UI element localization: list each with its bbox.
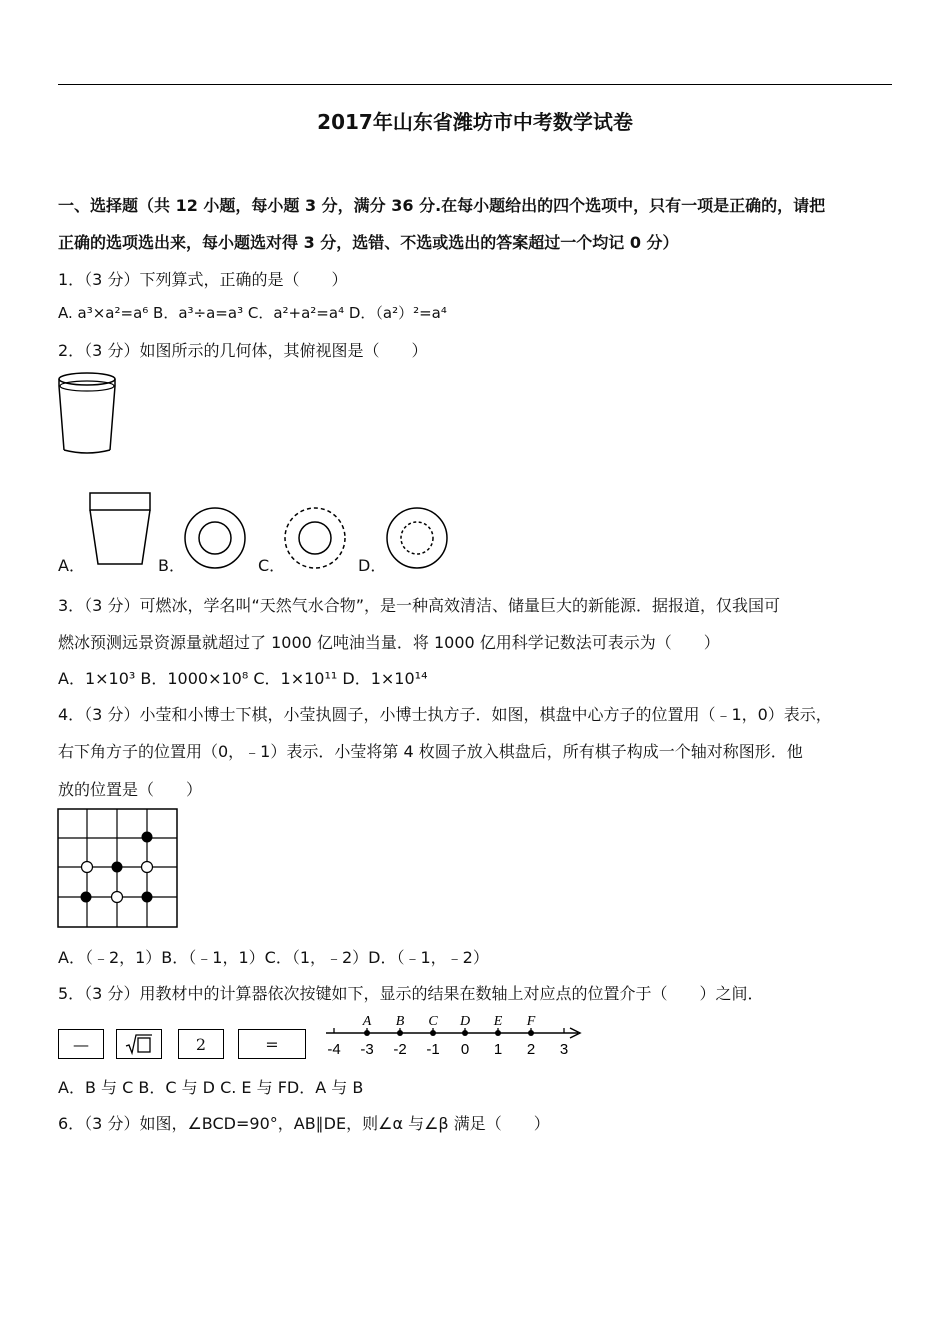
point-label-b: B [395,1014,405,1029]
q2-option-a-label: A． [58,556,85,575]
point-label-e: E [493,1014,503,1029]
q2-option-b-label: B． [158,556,185,575]
q4-line2: 右下角方子的位置用（0，﹣1）表示．小莹将第 4 枚圆子放入棋盘后，所有棋子构成一个轴对称图形．他 [58,742,803,761]
section-heading-line2: 正确的选项选出来，每小题选对得 3 分，选错、不选或选出的答案超过一个均记 0 分） [58,233,679,252]
sqrt-icon [124,1033,154,1055]
tick-label: -3 [360,1041,374,1058]
q2-option-d-figure [386,507,450,571]
point-label-d: D [459,1014,471,1029]
q2-stem: 2．（3 分）如图所示的几何体，其俯视图是（ ） [58,341,428,360]
top-rule [58,84,892,85]
key-equals: = [238,1029,306,1059]
q4-line1: 4．（3 分）小莹和小博士下棋，小莹执圆子，小博士执方子．如图，棋盘中心方子的位置用（﹣1，0）表示， [58,705,832,724]
point-label-f: F [526,1014,536,1029]
q3-options: A．1×10³ B．1000×10⁸ C．1×10¹¹ D．1×10¹⁴ [58,669,428,688]
q5-options: A．B 与 C B．C 与 D C. E 与 FD．A 与 B [58,1078,364,1097]
q4-options: A．（﹣2，1）B．（﹣1，1）C．（1，﹣2）D．（﹣1，﹣2） [58,948,489,967]
q5-stem: 5．（3 分）用教材中的计算器依次按键如下，显示的结果在数轴上对应点的位置介于（ ）之间． [58,984,764,1003]
tick-label: 2 [526,1041,536,1058]
q4-line3: 放的位置是（ ） [58,780,203,799]
tick-label: -4 [327,1041,341,1058]
q1-options: A. a³×a²=a⁶ B．a³÷a=a³ C．a²+a²=a⁴ D．（a²）²=a⁴ [58,304,447,322]
page-title: 2017年山东省潍坊市中考数学试卷 [317,110,633,134]
section-heading-line1: 一、选择题（共 12 小题，每小题 3 分，满分 36 分.在每小题给出的四个选项中，只有一项是正确的，请把 [58,196,826,215]
cup-figure [56,370,122,458]
number-line-figure [322,1010,584,1060]
q2-option-d-label: D． [358,556,387,575]
tick-label: 3 [559,1041,569,1058]
tick-label: 1 [493,1041,503,1058]
point-label-c: C [428,1014,438,1029]
point-label-a: A [362,1014,372,1029]
q2-option-c-label: C． [258,556,286,575]
q3-line2: 燃冰预测远景资源量就超过了 1000 亿吨油当量．将 1000 亿用科学记数法可表示为（ ） [58,633,720,652]
q2-option-c-figure [284,507,348,571]
key-2: 2 [178,1029,224,1059]
tick-label: -2 [393,1041,407,1058]
q3-line1: 3．（3 分）可燃冰，学名叫“天然气水合物”，是一种高效清洁、储量巨大的新能源．据报道，仅我国可 [58,596,781,615]
q1-stem: 1．（3 分）下列算式，正确的是（ ） [58,270,348,289]
q2-option-a-figure [88,492,152,566]
tick-label: 0 [460,1041,470,1058]
q2-option-b-figure [184,507,248,571]
tick-label: -1 [426,1041,440,1058]
key-minus: — [58,1029,104,1059]
key-sqrt [116,1029,162,1059]
chessboard-figure [57,808,179,930]
q6-stem: 6．（3 分）如图，∠BCD=90°，AB∥DE，则∠α 与∠β 满足（ ） [58,1114,550,1133]
